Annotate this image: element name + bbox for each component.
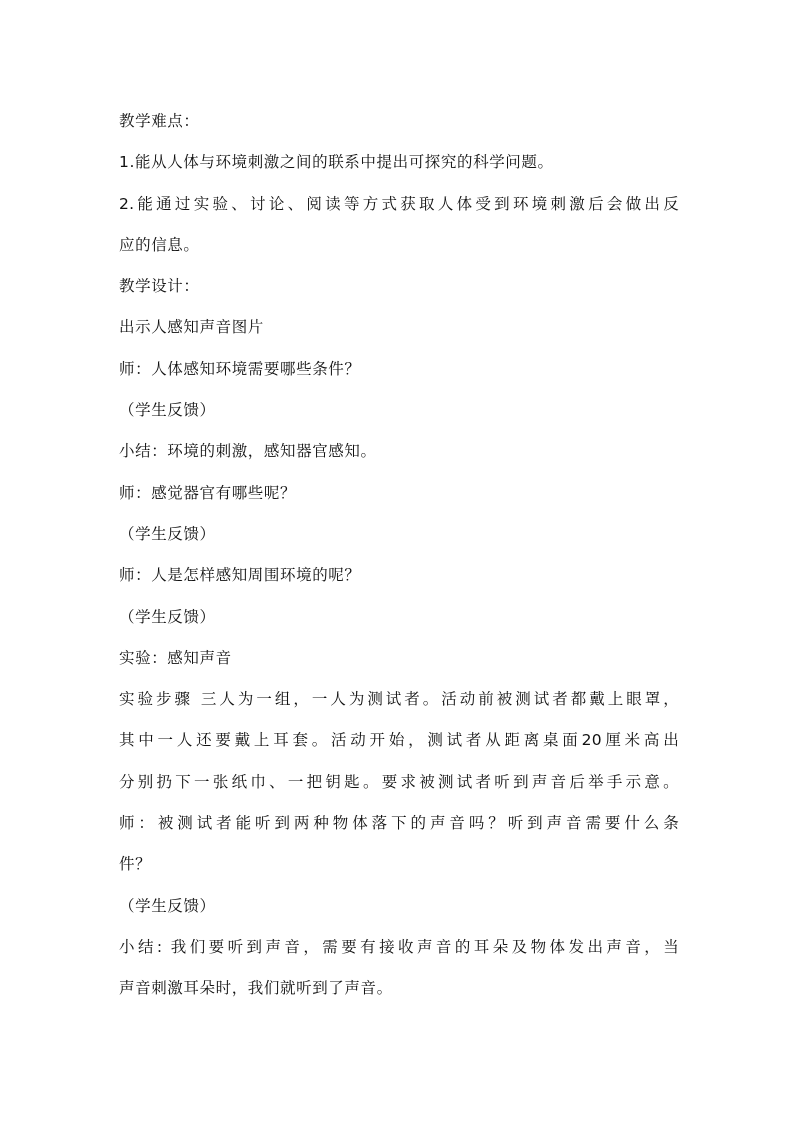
text-line: 实验：感知声音 xyxy=(119,648,232,667)
document-body xyxy=(119,101,679,1010)
text-line: 师：感觉器官有哪些呢？ xyxy=(119,483,297,502)
difficulty-item-2: 2.能通过实验、讨论、阅读等方式获取人体受到环境刺激后会做出反 xyxy=(119,194,679,213)
text-line: 件？ xyxy=(119,855,152,874)
text-line: 出示人感知声音图片 xyxy=(119,318,264,337)
text-line: 声音刺激耳朵时，我们就听到了声音。 xyxy=(119,979,393,998)
text-line: 实验步骤 三人为一组，一人为测试者。活动前被测试者都戴上眼罩， xyxy=(119,690,679,709)
text-line: 分别扔下一张纸巾、一把钥匙。要求被测试者听到声音后举手示意。 xyxy=(119,772,679,791)
text-line: 小结: 我们要听到声音，需要有接收声音的耳朵及物体发出声音，当 xyxy=(119,937,679,956)
text-line: 师：被测试者能听到两种物体落下的声音吗？听到声音需要什么条 xyxy=(119,814,679,833)
text-line: 师：人是怎样感知周围环境的呢？ xyxy=(119,566,361,585)
text-line: （学生反馈） xyxy=(119,896,216,915)
section-heading-difficulties: 教学难点： xyxy=(119,112,200,130)
difficulty-item-1: 1.能从人体与环境刺激之间的联系中提出可探究的科学问题。 xyxy=(119,153,554,172)
section-heading-design: 教学设计： xyxy=(119,277,200,296)
text-line: （学生反馈） xyxy=(119,524,216,543)
text-line: （学生反馈） xyxy=(119,401,216,420)
difficulty-item-2-continued: 应的信息。 xyxy=(119,235,200,254)
text-line: 其中一人还要戴上耳套。活动开始，测试者从距离桌面20厘米高出 xyxy=(119,731,679,750)
text-line: 小结：环境的刺激，感知器官感知。 xyxy=(119,442,377,461)
text-line: （学生反馈） xyxy=(119,607,216,626)
text-line: 师：人体感知环境需要哪些条件？ xyxy=(119,359,361,378)
